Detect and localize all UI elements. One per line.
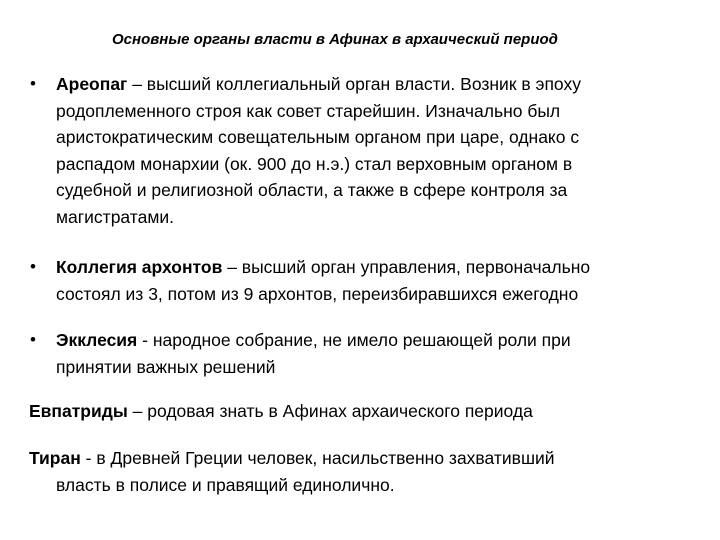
areopag-line-3: аристократическим совещательным органом при царе, однако с: [56, 127, 580, 147]
ecclesia-text: [56, 327, 708, 380]
archons-term: Коллегия архонтов: [56, 257, 223, 277]
ecclesia-line-1: - народное собрание, не имело решающей роли при: [137, 330, 571, 350]
bullet-icon: •: [30, 330, 36, 349]
bullet-icon: •: [30, 74, 36, 93]
ecclesia-term: Экклесия: [56, 330, 138, 350]
areopag-text: [56, 71, 708, 230]
areopag-line-4: распадом монархии (ок. 900 до н.э.) стал верховным органом в: [56, 153, 573, 174]
tyrant-term: Тиран: [29, 448, 81, 468]
areopag-line-6: магистратами.: [56, 206, 174, 227]
definition-tyrant: [29, 445, 709, 498]
eupatrids-text: – родовая знать в Афинах архаического периода: [127, 401, 533, 421]
archons-text: [56, 254, 708, 307]
archons-line-2: состоял из 3, потом из 9 архонтов, переизбиравшихся ежегодно: [56, 283, 579, 304]
definition-eupatrids: [29, 398, 709, 425]
bullet-icon: •: [30, 257, 36, 276]
eupatrids-term: Евпатриды: [29, 401, 128, 421]
areopag-line-1: – высший коллегиальный орган власти. Возник в эпоху: [127, 74, 581, 94]
areopag-line-2: родоплеменного строя как совет старейшин. Изначально был: [56, 100, 561, 121]
slide-title: Основные органы власти в Афинах в архаический период: [112, 31, 558, 48]
areopag-term: Ареопаг: [56, 74, 128, 94]
archons-line-1: – высший орган управления, первоначально: [222, 257, 591, 277]
tyrant-line-1: - в Древней Греции человек, насильственно захвативший: [80, 448, 555, 468]
tyrant-line-2: власть в полисе и правящий единолично.: [56, 474, 395, 495]
ecclesia-line-2: принятии важных решений: [56, 356, 276, 377]
areopag-line-5: судебной и религиозной области, а также в сфере контроля за: [56, 180, 568, 200]
